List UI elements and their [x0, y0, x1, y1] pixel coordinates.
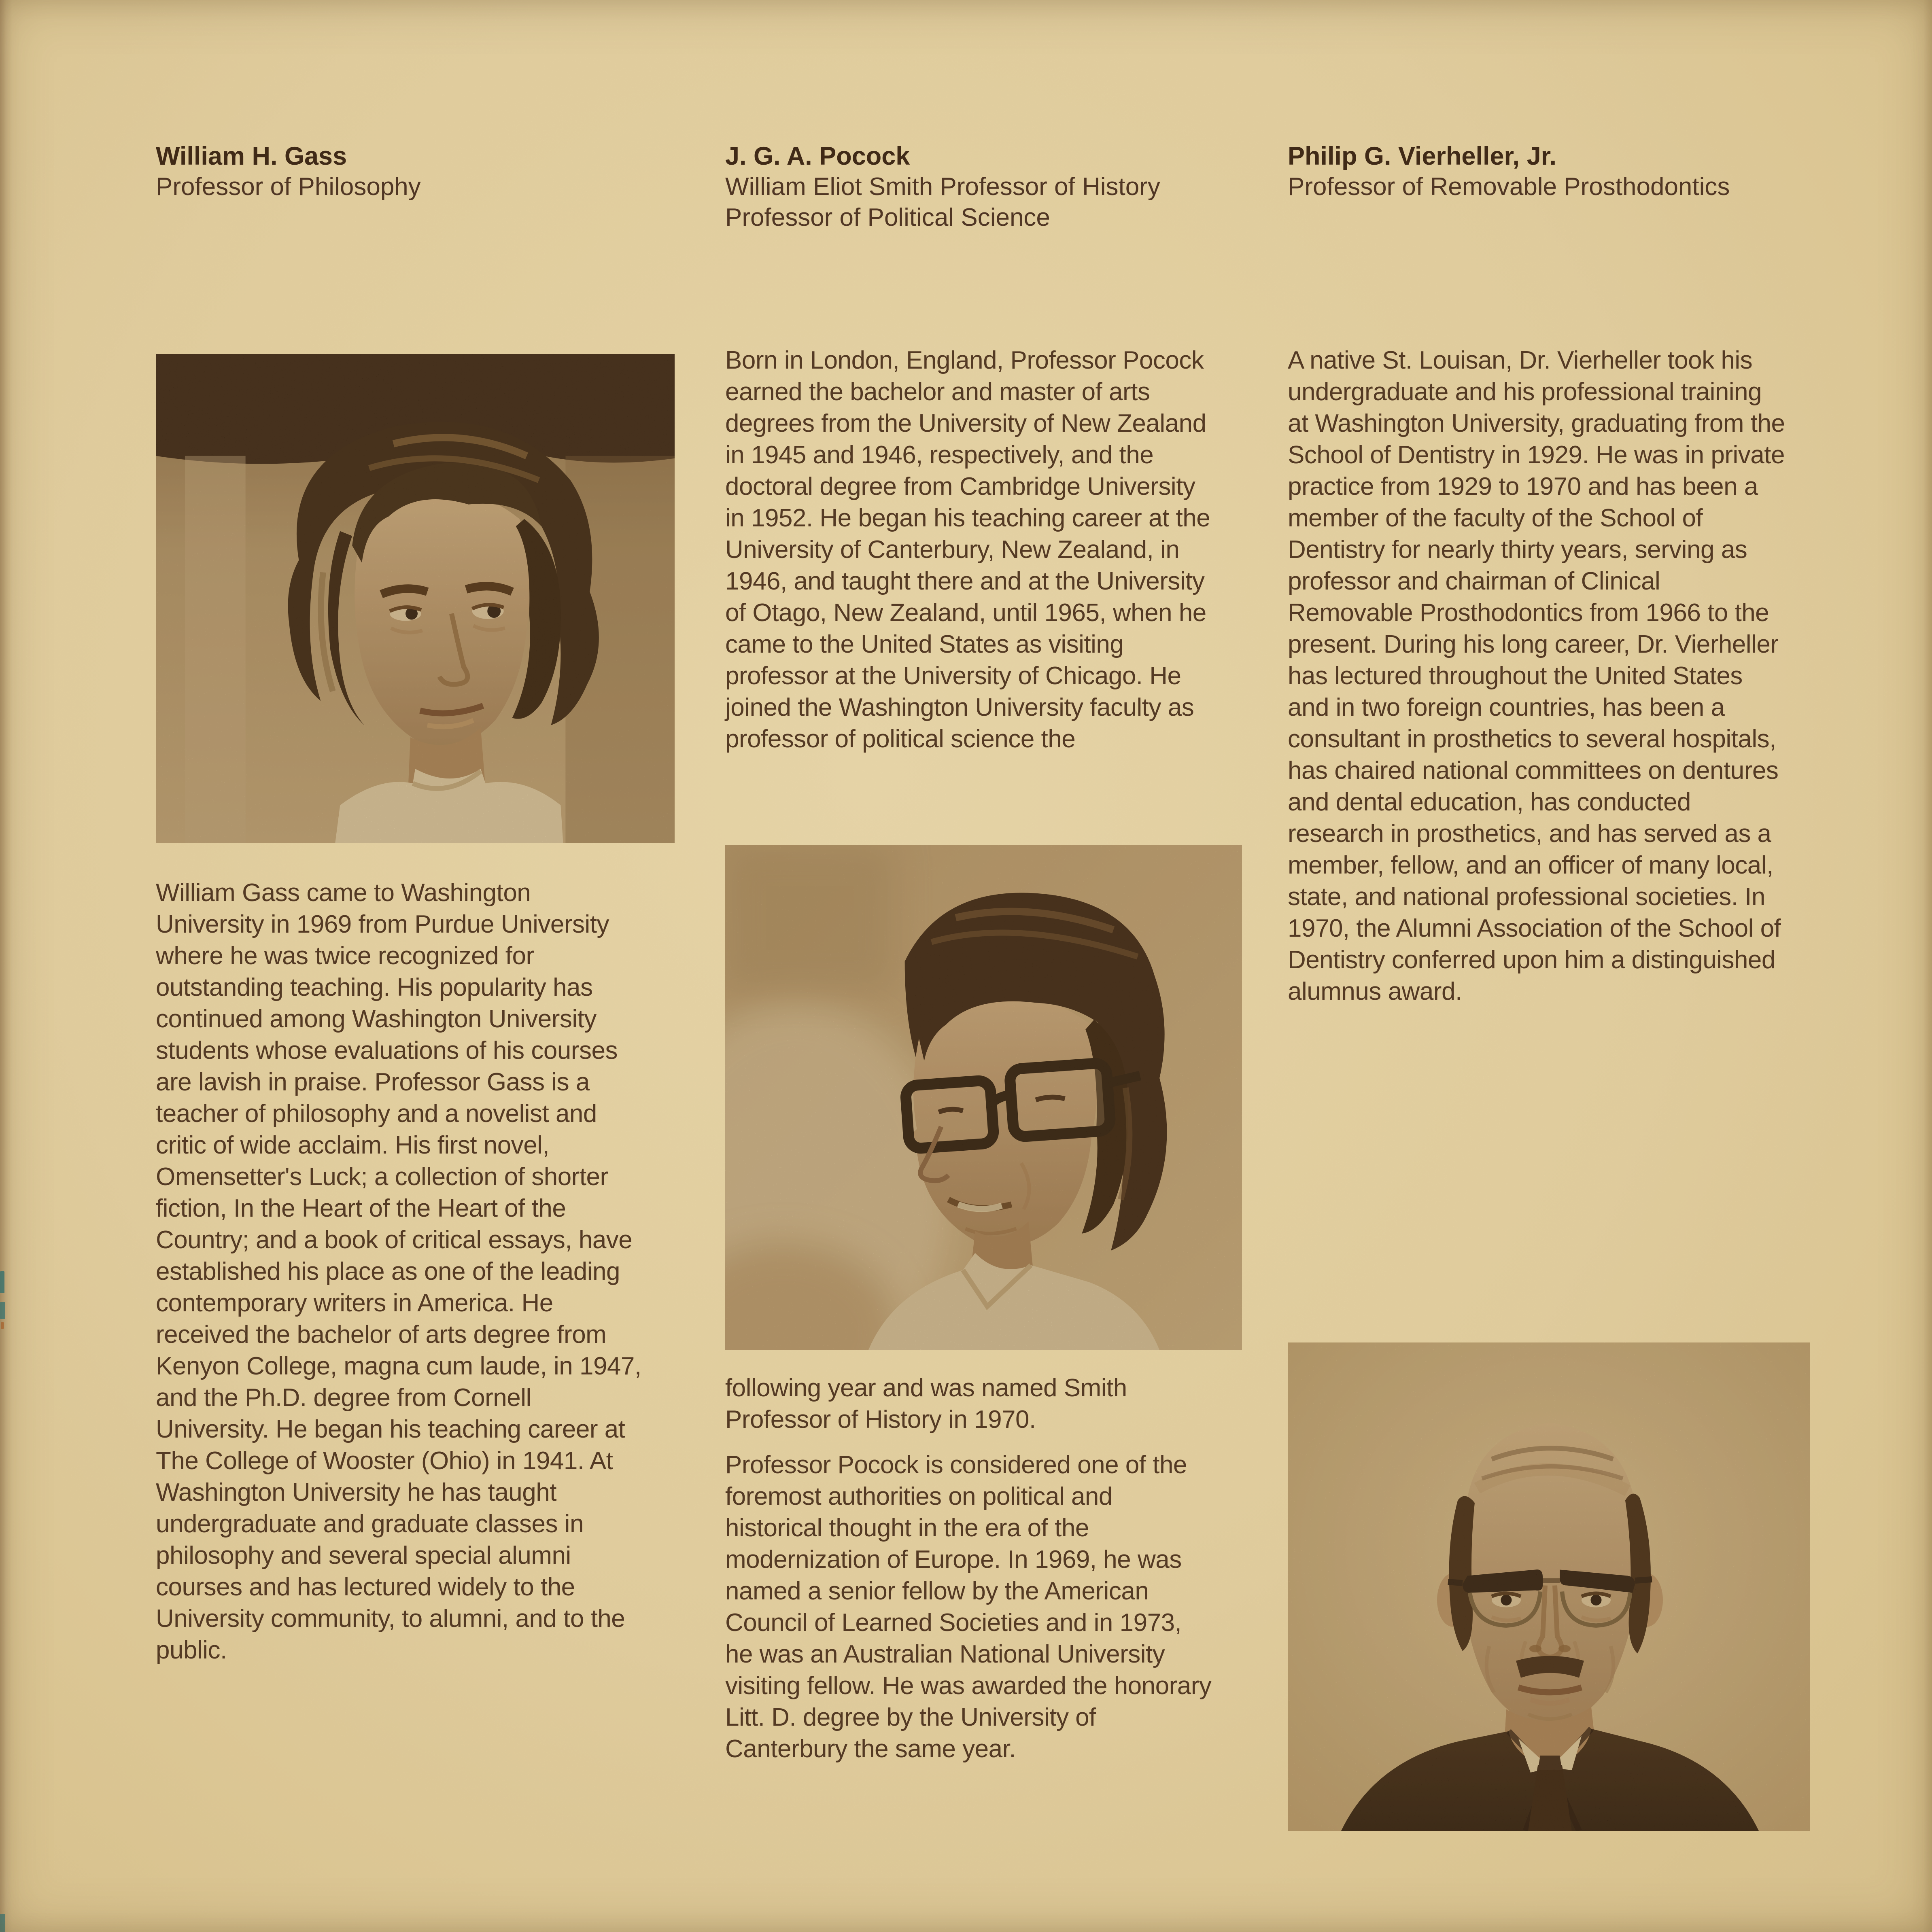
pocock-portrait-photo: [725, 845, 1242, 1350]
paragraph: Professor Pocock is considered one of the foremost authorities on political and historical thought in the era of the modernization of Europe. In 1969, he was named a senior fellow by the American Council of Learned Societies and in 1973, he was an Australian National University visiting fellow. He was awarded the honorary Litt. D. degree by the University of Canterbury the same year.: [725, 1451, 1212, 1763]
page-right-edge-shading: [1923, 0, 1932, 1932]
gass-portrait-illustration: [156, 354, 675, 843]
profile-name: J. G. A. Pocock: [725, 142, 910, 170]
scan-artifact-teal-mark: [0, 1302, 5, 1319]
vierheller-portrait-photo: [1288, 1342, 1810, 1831]
profile-title: Professor of Political Science: [725, 204, 1050, 231]
profile-title: William Eliot Smith Professor of History: [725, 173, 1160, 201]
scan-artifact-teal-mark: [0, 1271, 4, 1293]
paragraph: A native St. Louisan, Dr. Vierheller took his undergraduate and his professional training at Washington University, graduating from the School of Dentistry in 1929. He was in private practice from 1929 to 1970 and has been a member of the faculty of the School of Dentistry for nearly thirty years, serving as professor and chairman of Clinical Removable Prosthodontics from 1966 to the present. During his long career, Dr. Vierheller has lectured throughout the United States and in two foreign countries, has been a consultant in prosthetics to several hospitals, has chaired national committees on dentures and dental education, has conducted research in prosthetics, and has served as a member, fellow, and an officer of many local, state, and national professional societies. In 1970, the Alumni Association of the School of Dentistry conferred upon him a distinguished alumnus award.: [1288, 346, 1785, 1005]
paragraph: following year and was named Smith Professor of History in 1970.: [725, 1374, 1127, 1434]
pocock-portrait-illustration: [725, 845, 1242, 1350]
profile-header-pocock: [725, 141, 1160, 233]
paragraph: Born in London, England, Professor Pocock earned the bachelor and master of arts degrees from the University of New Zealand in 1945 and 1946, respectively, and the doctoral degree from Cambridge University in 1952. He began his teaching career at the University of Canterbury, New Zealand, in 1946, and taught there and at the University of Otago, New Zealand, until 1965, when he came to the United States as visiting professor at the University of Chicago. He joined the Washington University faculty as professor of political science the: [725, 346, 1210, 753]
profile-name: Philip G. Vierheller, Jr.: [1288, 142, 1557, 170]
vierheller-biography-text: [1288, 345, 1788, 1007]
profile-name: William H. Gass: [156, 142, 347, 170]
pocock-biography-text-below-photo: [725, 1372, 1213, 1765]
profile-header-vierheller: [1288, 141, 1730, 202]
gass-biography-text: [156, 877, 643, 1666]
page-left-edge-shading: [0, 0, 12, 1932]
profile-title: Professor of Philosophy: [156, 173, 421, 201]
scan-artifact-teal-mark: [0, 1914, 5, 1932]
pocock-biography-text-above-photo: [725, 345, 1213, 755]
profile-title: Professor of Removable Prosthodontics: [1288, 173, 1730, 201]
gass-portrait-photo: [156, 354, 675, 843]
profile-header-gass: [156, 141, 421, 202]
vierheller-portrait-illustration: [1288, 1342, 1810, 1831]
scan-artifact-orange-mark: [1, 1322, 4, 1329]
paragraph: William Gass came to Washington University in 1969 from Purdue University where he was twice recognized for outstanding teaching. His popularity has continued among Washington University students whose evaluations of his courses are lavish in praise. Professor Gass is a teacher of philosophy and a novelist and critic of wide acclaim. His first novel, Omensetter's Luck; a collection of shorter fiction, In the Heart of the Heart of the Country; and a book of critical essays, have established his place as one of the leading contemporary writers in America. He received the bachelor of arts degree from Kenyon College, magna cum laude, in 1947, and the Ph.D. degree from Cornell University. He began his teaching career at The College of Wooster (Ohio) in 1941. At Washington University he has taught undergraduate and graduate classes in philosophy and several special alumni courses and has lectured widely to the University community, to alumni, and to the public.: [156, 879, 641, 1664]
